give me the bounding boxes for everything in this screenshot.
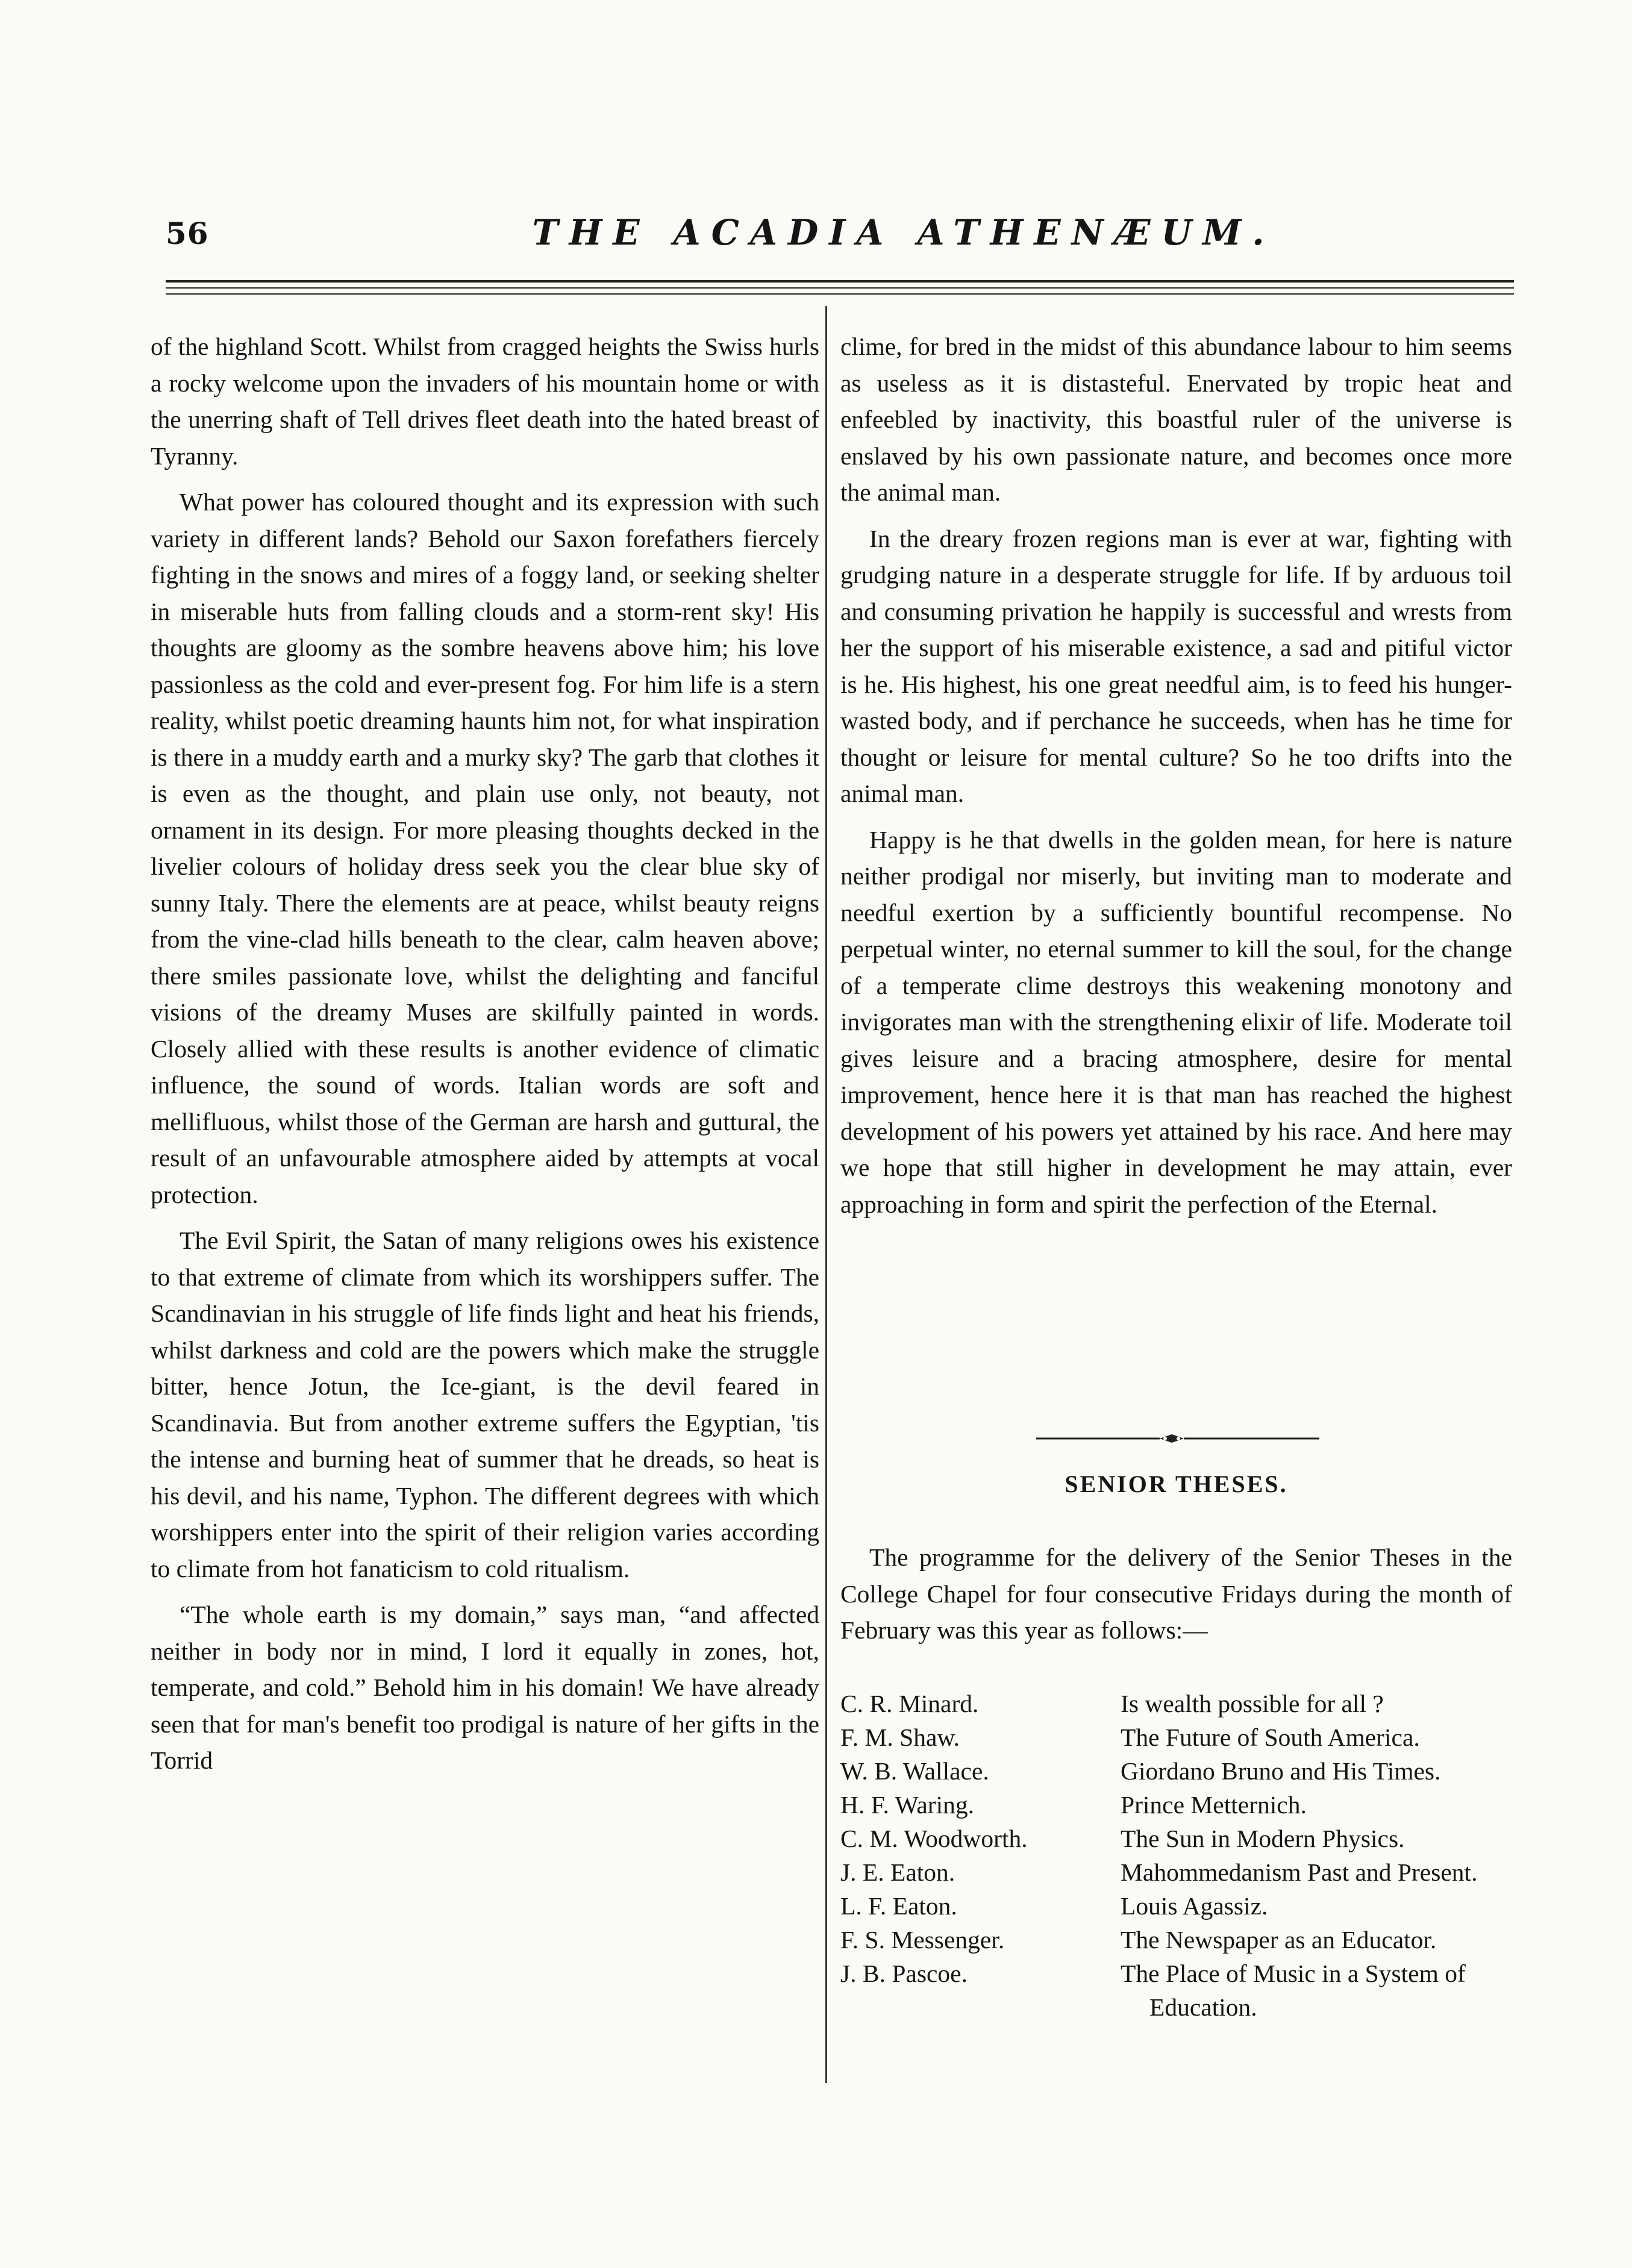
divider-ornament [1036, 1432, 1319, 1445]
paragraph: The Evil Spirit, the Satan of many religions owes his existence to that extreme of climate from which its worshippers suffer. The Scandinavian in his struggle of life finds light and heat his friends, whilst darkness and cold are the powers which make the struggle bitter, hence Jotun, the Ice-giant, is the devil feared in Scandinavia. But from another extreme suffers the Egyptian, 'tis the intense and burning heat of summer that he dreads, so heat is his devil, and his name, Typhon. The different degrees with which worshippers enter into the spirit of their religion varies according to climate from hot fanaticism to cold ritualism. [151, 1226, 819, 1582]
thesis-title: Is wealth possible for all ? [1121, 1690, 1384, 1717]
theses-list [840, 1687, 1512, 2024]
paragraph: of the highland Scott. Whilst from cragged heights the Swiss hurls a rocky welcome upon the invaders of his mountain home or with the unerring shaft of Tell drives fleet death into the hated breast of Tyranny. [151, 333, 819, 470]
list-item [840, 1754, 1512, 1788]
thesis-author: C. R. Minard. [840, 1690, 979, 1717]
paragraph: The programme for the delivery of the Senior Theses in the College Chapel for four consecutive Fridays during the month of February was this year as follows:— [840, 1543, 1512, 1644]
theses-intro [840, 1539, 1512, 1649]
running-title: THE ACADIA ATHENÆUM. [532, 212, 1275, 253]
thesis-title: Mahommedanism Past and Present. [1121, 1858, 1478, 1886]
list-item [840, 1720, 1512, 1754]
header-rule [166, 293, 1514, 295]
left-column [151, 328, 819, 1788]
thesis-author: W. B. Wallace. [840, 1757, 989, 1785]
thesis-title: The Future of South America. [1121, 1723, 1420, 1751]
paragraph: In the dreary frozen regions man is ever at war, fighting with grudging nature in a desperate struggle for life. If by arduous toil and consuming privation he happily is successful and wrests from her the support of his miserable existence, a sad and pitiful victor is he. His highest, his one great needful aim, is to feed his hunger-wasted body, and if perchance he succeeds, when has he time for thought or leisure for mental culture? So he too drifts into the animal man. [840, 524, 1512, 807]
thesis-author: L. F. Eaton. [840, 1892, 957, 1920]
list-item [840, 1788, 1512, 1822]
right-column [840, 328, 1512, 1232]
list-item [840, 1822, 1512, 1855]
paragraph: Happy is he that dwells in the golden mean, for here is nature neither prodigal nor miserly, but inviting man to moderate and needful exertion by a sufficiently bountiful recompense. No perpetual winter, no eternal summer to kill the soul, for the change of a temperate clime destroys this weakening monotony and invigorates man with the strengthening elixir of life. Moderate toil gives leisure and a bracing atmosphere, desire for mental improvement, hence here it is that man has reached the highest development of his powers yet attained by his race. And here may we hope that still higher in development he may attain, ever approaching in form and spirit the perfection of the Eternal. [840, 825, 1512, 1218]
thesis-author: J. B. Pascoe. [840, 1960, 968, 1987]
thesis-title: The Sun in Modern Physics. [1121, 1825, 1405, 1852]
thesis-author: H. F. Waring. [840, 1791, 974, 1819]
paragraph: “The whole earth is my domain,” says man, “and affected neither in body nor in mind, I lord it equally in zones, hot, temperate, and cold.” Behold him in his domain! We have already seen that for man's benefit too prodigal is nature of her gifts in the Torrid [151, 1601, 819, 1774]
list-item [840, 1889, 1512, 1923]
thesis-title: Prince Metternich. [1121, 1791, 1307, 1819]
thesis-author: C. M. Woodworth. [840, 1825, 1028, 1852]
list-item [840, 1923, 1512, 1957]
section-heading: SENIOR THESES. [1065, 1470, 1288, 1498]
thesis-author: F. S. Messenger. [840, 1926, 1005, 1954]
thesis-author: F. M. Shaw. [840, 1723, 960, 1751]
thesis-title: Giordano Bruno and His Times. [1121, 1757, 1441, 1785]
list-item [840, 1957, 1512, 2024]
thesis-title: Louis Agassiz. [1121, 1892, 1268, 1920]
thesis-title: The Newspaper as an Educator. [1121, 1926, 1437, 1954]
paragraph: What power has coloured thought and its expression with such variety in different lands? Behold our Saxon forefathers fiercely fighting in the snows and mires of a foggy land, or seeking shelter in miserable huts from falling clouds and a storm-rent sky! His thoughts are gloomy as the sombre heavens above him; his love passionless as the cold and ever-present fog. For him life is a stern reality, whilst poetic dreaming haunts him not, for what inspiration is there in a muddy earth and a murky sky? The garb that clothes it is even as the thought, and plain use only, not beauty, not ornament in its design. For more pleasing thoughts decked in the livelier colours of holiday dress seek you the clear blue sky of sunny Italy. There the elements are at peace, whilst beauty reigns from the vine-clad hills beneath to the clear, calm heaven above; there smiles passionate love, whilst the delighting and fanciful visions of the dreamy Muses are skilfully painted in words. Closely allied with these results is another evidence of climatic influence, the sound of words. Italian words are soft and mellifluous, whilst those of the German are harsh and guttural, the result of an unfavourable atmosphere aided by attempts at vocal protection. [151, 488, 819, 1208]
paragraph: clime, for bred in the midst of this abundance labour to him seems as useless as it is distasteful. Enervated by tropic heat and enfeebled by inactivity, this boastful ruler of the universe is enslaved by his own passionate nature, and becomes once more the animal man. [840, 333, 1512, 506]
thesis-title: The Place of Music in a System of Education. [1121, 1960, 1466, 2021]
list-item [840, 1687, 1512, 1720]
thesis-author: J. E. Eaton. [840, 1858, 955, 1886]
header-rule [166, 287, 1514, 289]
list-item [840, 1855, 1512, 1889]
header-rule [166, 280, 1514, 283]
column-divider [825, 306, 827, 2083]
page-number: 56 [166, 216, 209, 251]
